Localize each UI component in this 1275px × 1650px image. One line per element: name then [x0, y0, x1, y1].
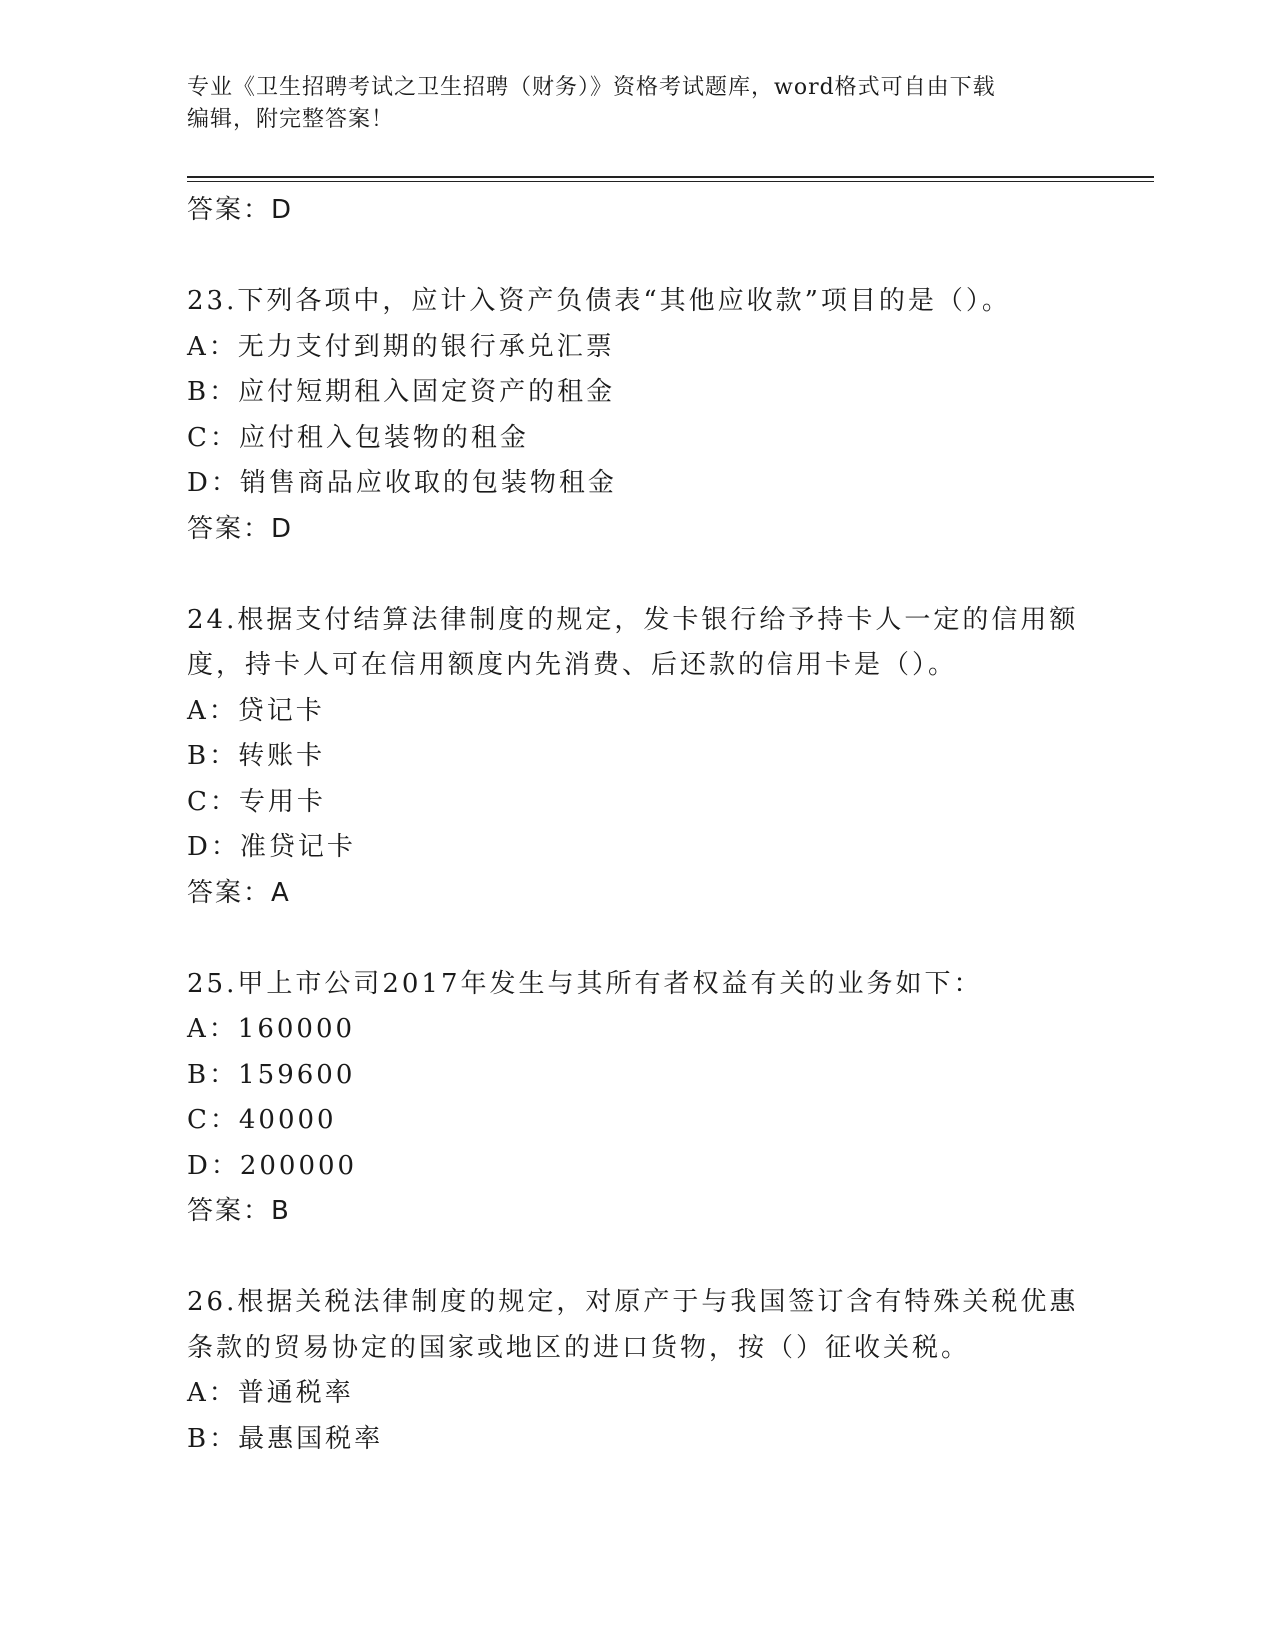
- header-line-2: 编辑，附完整答案！: [187, 107, 395, 132]
- question-item: [187, 1280, 1087, 1462]
- question-answer: 答案：D: [187, 513, 294, 544]
- question-stem: 25.甲上市公司2017年发生与其所有者权益有关的业务如下：: [187, 968, 983, 999]
- option-b: B：转账卡: [187, 741, 326, 771]
- question-stem: 24.根据支付结算法律制度的规定，发卡银行给予持卡人一定的信用额: [187, 604, 1079, 635]
- option-a: A：无力支付到期的银行承兑汇票: [187, 331, 615, 362]
- option-b: B：最惠国税率: [187, 1423, 384, 1454]
- question-item: [187, 962, 1087, 1235]
- option-b: B：应付短期租入固定资产的租金: [187, 377, 616, 407]
- header-line-1: 专业《卫生招聘考试之卫生招聘（财务）》资格考试题库，word格式可自由下载: [187, 75, 996, 100]
- spacer: [187, 1235, 1087, 1281]
- question-stem: 23.下列各项中，应计入资产负债表“其他应收款”项目的是（）。: [187, 286, 1011, 316]
- question-stem: 26.根据关税法律制度的规定，对原产于与我国签订含有特殊关税优惠: [187, 1287, 1079, 1317]
- previous-answer: 答案：D: [187, 195, 294, 225]
- option-c: C：40000: [187, 1105, 337, 1135]
- spacer: [187, 916, 1087, 962]
- question-item: [187, 598, 1087, 917]
- question-stem: 度，持卡人可在信用额度内先消费、后还款的信用卡是（）。: [187, 650, 958, 680]
- option-d: D：销售商品应收取的包装物租金: [187, 468, 617, 498]
- option-c: C：应付租入包装物的租金: [187, 422, 529, 453]
- question-answer: 答案：B: [187, 1196, 291, 1226]
- option-d: D：200000: [187, 1150, 358, 1181]
- question-item: [187, 279, 1087, 552]
- option-a: A：贷记卡: [187, 695, 325, 726]
- question-list: [187, 188, 1087, 1462]
- option-a: A：普通税率: [187, 1378, 354, 1408]
- question-stem: 条款的贸易协定的国家或地区的进口货物，按（）征收关税。: [187, 1332, 971, 1363]
- option-d: D：准贷记卡: [187, 832, 356, 862]
- option-c: C：专用卡: [187, 786, 326, 817]
- spacer: [187, 552, 1087, 598]
- header-divider-thin: [187, 181, 1154, 182]
- spacer: [187, 234, 1087, 280]
- option-b: B：159600: [187, 1059, 356, 1090]
- document-header: [187, 72, 1087, 136]
- option-a: A：160000: [187, 1014, 356, 1044]
- question-answer: 答案：A: [187, 877, 291, 908]
- header-divider-thick: [187, 176, 1154, 178]
